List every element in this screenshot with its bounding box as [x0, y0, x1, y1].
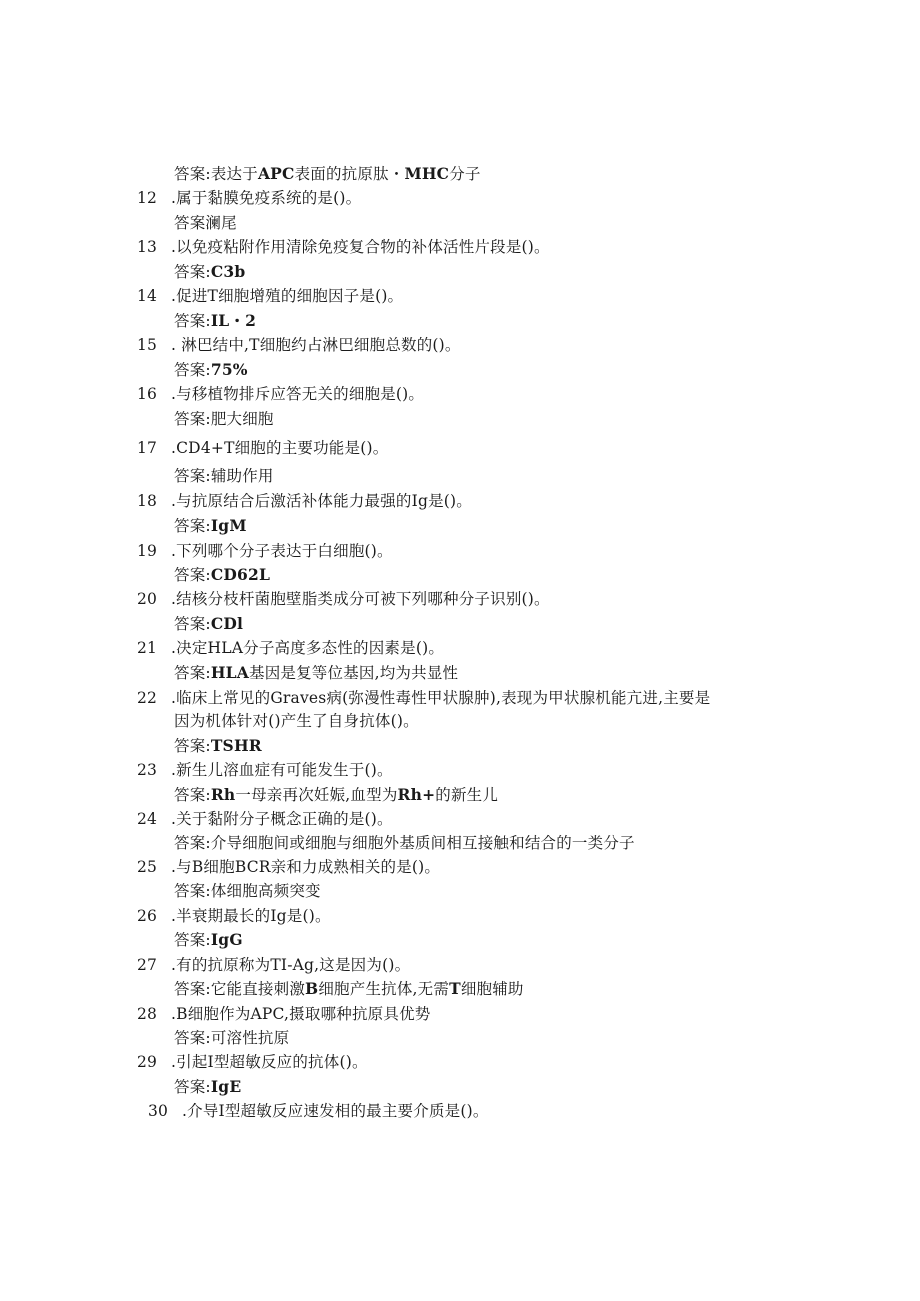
question-number: 25 [137, 858, 158, 876]
question-text: . 淋巴结中,T细胞约占淋巴细胞总数的()。 [171, 336, 461, 354]
answer-text: 答案: [174, 615, 211, 633]
answer-line [174, 614, 243, 634]
question-number: 16 [137, 385, 158, 403]
question-text: .下列哪个分子表达于白细胞()。 [171, 542, 393, 560]
answer-value: IgM [210, 516, 247, 535]
answer-text: 答案: [174, 931, 211, 949]
question-number: 22 [137, 689, 158, 707]
answer-value: CDl [210, 614, 244, 633]
question-text: 因为机体针对()产生了自身抗体()。 [174, 712, 419, 730]
answer-line [174, 736, 262, 756]
answer-line [174, 1077, 241, 1097]
question-text: .决定HLA分子高度多态性的因素是()。 [171, 639, 445, 657]
answer-text: 答案:介导细胞间或细胞与细胞外基质间相互接触和结合的一类分子 [174, 834, 635, 852]
answer-text: 答案:肥大细胞 [174, 410, 274, 428]
question-text: .半衰期最长的Ig是()。 [171, 907, 331, 925]
answer-value: IgG [210, 930, 243, 949]
answer-value: CD62L [210, 565, 271, 584]
question-text: .关于黏附分子概念正确的是()。 [171, 810, 393, 828]
answer-text: 答案: [174, 312, 211, 330]
question-number: 18 [137, 492, 158, 510]
question-text: .促进T细胞增殖的细胞因子是()。 [171, 287, 404, 305]
answer-text: 答案:它能直接刺激 [174, 980, 306, 998]
answer-value: APC [257, 164, 295, 183]
answer-text: 答案:体细胞高频突变 [174, 882, 321, 900]
question-number: 28 [137, 1005, 158, 1023]
answer-text: 答案: [174, 361, 211, 379]
question-number: 19 [137, 542, 158, 560]
question-text: .与抗原结合后激活补体能力最强的Ig是()。 [171, 492, 472, 510]
answer-text: 分子 [449, 165, 481, 183]
answer-line [174, 466, 274, 486]
answer-text: 答案: [174, 263, 211, 281]
answer-line [174, 881, 321, 901]
question-number: 30 [148, 1102, 169, 1120]
answer-line [174, 979, 524, 999]
answer-value: Rh [210, 785, 236, 804]
question-number: 15 [137, 336, 158, 354]
answer-line [174, 409, 274, 429]
answer-value: IL・2 [210, 311, 257, 330]
question-text: .B细胞作为APC,摄取哪种抗原具优势 [171, 1005, 431, 1023]
answer-text: 答案:可溶性抗原 [174, 1029, 290, 1047]
answer-text: 细胞辅助 [460, 980, 524, 998]
question-number: 24 [137, 810, 158, 828]
question-text: .以免疫粘附作用清除免疫复合物的补体活性片段是()。 [171, 238, 550, 256]
answer-text: 答案: [174, 786, 211, 804]
question-number: 13 [137, 238, 158, 256]
question-text: .引起I型超敏反应的抗体()。 [171, 1053, 368, 1071]
question-number: 17 [137, 439, 158, 457]
question-text: .介导I型超敏反应速发相的最主要介质是()。 [182, 1102, 489, 1120]
answer-line [174, 360, 248, 380]
question-text: .与移植物排斥应答无关的细胞是()。 [171, 385, 425, 403]
question-number: 26 [137, 907, 158, 925]
answer-text: 答案: [174, 517, 211, 535]
question-text: .属于黏膜免疫系统的是()。 [171, 189, 362, 207]
answer-value: T [449, 979, 461, 998]
answer-text: 答案: [174, 737, 211, 755]
answer-value: IgE [210, 1077, 242, 1096]
answer-line [174, 516, 247, 536]
answer-value: 75% [210, 360, 248, 379]
answer-text: 答案: [174, 664, 211, 682]
answer-text: 答案澜尾 [174, 214, 237, 232]
answer-value: MHC [404, 164, 450, 183]
question-number: 20 [137, 590, 158, 608]
question-number: 29 [137, 1053, 158, 1071]
answer-text: 细胞产生抗体,无需 [318, 980, 450, 998]
answer-value: C3b [210, 262, 246, 281]
question-text: .结核分枝杆菌胞壁脂类成分可被下列哪种分子识别()。 [171, 590, 550, 608]
answer-text: 基因是复等位基因,均为共显性 [249, 664, 459, 682]
answer-text: 一母亲再次妊娠,血型为 [235, 786, 398, 804]
answer-line [174, 930, 243, 950]
question-number: 12 [137, 189, 158, 207]
question-continuation [174, 711, 419, 731]
answer-text: 答案:表达于 [174, 165, 258, 183]
answer-line [174, 833, 635, 853]
answer-value: HLA [210, 663, 249, 682]
question-text: .有的抗原称为TI-Ag,这是因为()。 [171, 956, 411, 974]
question-number: 21 [137, 639, 158, 657]
answer-line [174, 164, 481, 184]
answer-text: 答案:辅助作用 [174, 467, 274, 485]
answer-line [174, 262, 245, 282]
answer-value: TSHR [210, 736, 262, 755]
answer-text: 的新生儿 [435, 786, 499, 804]
question-number: 14 [137, 287, 158, 305]
answer-text: 答案: [174, 1078, 211, 1096]
question-text: .与B细胞BCR亲和力成熟相关的是()。 [171, 858, 441, 876]
question-number: 23 [137, 761, 158, 779]
question-text: .临床上常见的Graves病(弥漫性毒性甲状腺肿),表现为甲状腺机能亢进,主要是 [171, 689, 711, 707]
answer-line [174, 213, 237, 233]
answer-line [174, 1028, 289, 1048]
answer-value: Rh+ [397, 785, 436, 804]
question-text: .CD4+T细胞的主要功能是()。 [171, 439, 389, 457]
answer-text: 表面的抗原肽・ [294, 165, 405, 183]
answer-value: B [305, 979, 319, 998]
answer-line [174, 565, 270, 585]
question-text: .新生儿溶血症有可能发生于()。 [171, 761, 393, 779]
question-number: 27 [137, 956, 158, 974]
answer-line [174, 785, 498, 805]
answer-line [174, 663, 458, 683]
answer-line [174, 311, 256, 331]
answer-text: 答案: [174, 566, 211, 584]
